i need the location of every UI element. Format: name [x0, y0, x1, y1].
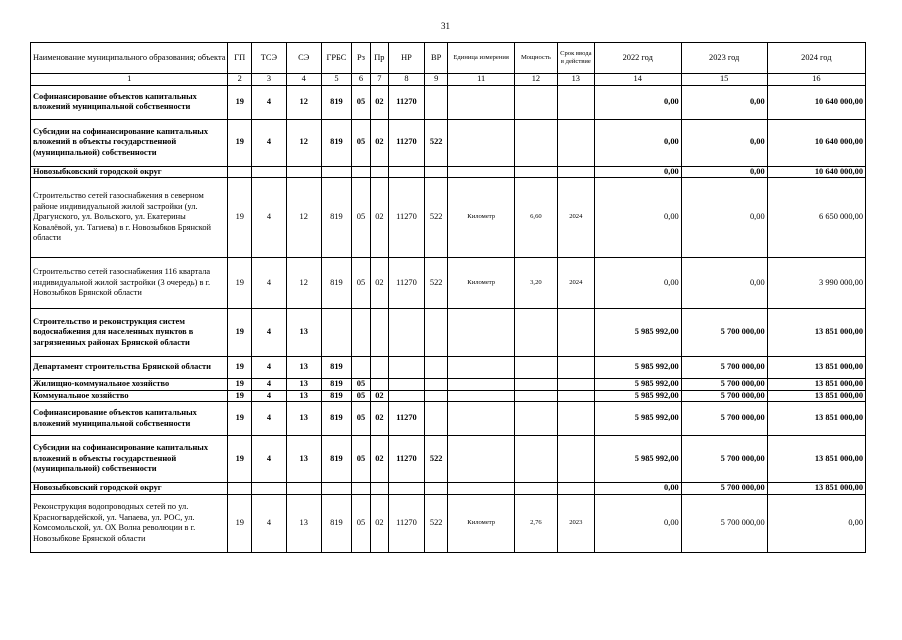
- code-cell: 4: [252, 85, 287, 119]
- column-header: Пр: [370, 43, 388, 74]
- code-cell: 819: [321, 436, 352, 483]
- code-cell: 522: [424, 494, 448, 552]
- code-cell: [389, 483, 425, 495]
- page-number: 31: [441, 21, 450, 31]
- code-cell: [424, 309, 448, 357]
- code-cell: 11270: [389, 402, 425, 436]
- column-header: НР: [389, 43, 425, 74]
- column-number: 11: [448, 74, 515, 86]
- amount-cell: 13 851 000,00: [767, 379, 865, 391]
- column-number: 3: [252, 74, 287, 86]
- code-cell: 4: [252, 379, 287, 391]
- code-cell: [557, 483, 594, 495]
- code-cell: [286, 166, 321, 178]
- column-number: 5: [321, 74, 352, 86]
- column-header: Рз: [352, 43, 370, 74]
- column-number: 8: [389, 74, 425, 86]
- column-header: Срок ввода в действие: [557, 43, 594, 74]
- code-cell: 13: [286, 494, 321, 552]
- code-cell: 4: [252, 402, 287, 436]
- code-cell: [448, 119, 515, 166]
- code-cell: [321, 166, 352, 178]
- code-cell: 819: [321, 178, 352, 258]
- code-cell: 05: [352, 178, 370, 258]
- code-cell: 4: [252, 258, 287, 309]
- amount-cell: 5 700 000,00: [681, 483, 767, 495]
- column-number: 7: [370, 74, 388, 86]
- amount-cell: 5 700 000,00: [681, 436, 767, 483]
- amount-cell: 5 700 000,00: [681, 357, 767, 379]
- column-header: ВР: [424, 43, 448, 74]
- row-name-cell: Департамент строительства Брянской области: [31, 357, 228, 379]
- column-number: 1: [31, 74, 228, 86]
- code-cell: 4: [252, 436, 287, 483]
- code-cell: [424, 402, 448, 436]
- code-cell: 19: [228, 85, 252, 119]
- code-cell: [557, 379, 594, 391]
- code-cell: 819: [321, 85, 352, 119]
- code-cell: [514, 309, 557, 357]
- code-cell: 11270: [389, 85, 425, 119]
- code-cell: 02: [370, 436, 388, 483]
- code-cell: 13: [286, 390, 321, 402]
- table-row: [31, 379, 866, 391]
- amount-cell: 10 640 000,00: [767, 119, 865, 166]
- code-cell: [389, 390, 425, 402]
- column-header: ГП: [228, 43, 252, 74]
- code-cell: [448, 436, 515, 483]
- amount-cell: 0,00: [681, 119, 767, 166]
- code-cell: [514, 483, 557, 495]
- code-cell: [557, 390, 594, 402]
- budget-table: [30, 42, 866, 553]
- code-cell: [557, 166, 594, 178]
- code-cell: 12: [286, 178, 321, 258]
- code-cell: 11270: [389, 119, 425, 166]
- code-cell: [389, 357, 425, 379]
- code-cell: [557, 436, 594, 483]
- code-cell: 4: [252, 494, 287, 552]
- code-cell: [557, 309, 594, 357]
- code-cell: 19: [228, 258, 252, 309]
- code-cell: 2023: [557, 494, 594, 552]
- code-cell: [370, 379, 388, 391]
- code-cell: [448, 166, 515, 178]
- code-cell: 819: [321, 402, 352, 436]
- code-cell: 02: [370, 390, 388, 402]
- row-name-cell: Софинансирование объектов капитальных вложений муниципальной собственности: [31, 402, 228, 436]
- code-cell: 11270: [389, 258, 425, 309]
- amount-cell: 13 851 000,00: [767, 483, 865, 495]
- column-number: 2: [228, 74, 252, 86]
- amount-cell: 5 985 992,00: [594, 357, 681, 379]
- code-cell: 19: [228, 379, 252, 391]
- amount-cell: 5 985 992,00: [594, 390, 681, 402]
- amount-cell: 6 650 000,00: [767, 178, 865, 258]
- amount-cell: 5 985 992,00: [594, 402, 681, 436]
- table-body: [31, 85, 866, 552]
- column-header: Мощность: [514, 43, 557, 74]
- code-cell: [514, 379, 557, 391]
- column-header: 2024 год: [767, 43, 865, 74]
- code-cell: 02: [370, 494, 388, 552]
- amount-cell: 5 985 992,00: [594, 309, 681, 357]
- amount-cell: 0,00: [681, 258, 767, 309]
- code-cell: 02: [370, 258, 388, 309]
- code-cell: [448, 85, 515, 119]
- column-header: ГРБС: [321, 43, 352, 74]
- code-cell: [448, 483, 515, 495]
- code-cell: 19: [228, 390, 252, 402]
- code-cell: 02: [370, 402, 388, 436]
- code-cell: [370, 357, 388, 379]
- table-row: [31, 357, 866, 379]
- code-cell: [424, 390, 448, 402]
- code-cell: 4: [252, 357, 287, 379]
- code-cell: [514, 357, 557, 379]
- column-number: 16: [767, 74, 865, 86]
- code-cell: [448, 309, 515, 357]
- code-cell: 819: [321, 357, 352, 379]
- code-cell: 819: [321, 494, 352, 552]
- code-cell: 19: [228, 309, 252, 357]
- code-cell: 522: [424, 258, 448, 309]
- code-cell: 12: [286, 258, 321, 309]
- amount-cell: 0,00: [594, 166, 681, 178]
- code-cell: [448, 402, 515, 436]
- code-cell: 19: [228, 357, 252, 379]
- amount-cell: 5 700 000,00: [681, 390, 767, 402]
- row-name-cell: Субсидии на софинансирование капитальных вложений в объекты государственной (муниципальной) собственности: [31, 436, 228, 483]
- table-row: [31, 402, 866, 436]
- code-cell: [424, 379, 448, 391]
- code-cell: 819: [321, 119, 352, 166]
- code-cell: Километр: [448, 258, 515, 309]
- code-cell: 522: [424, 436, 448, 483]
- amount-cell: 0,00: [681, 85, 767, 119]
- code-cell: 3,20: [514, 258, 557, 309]
- code-cell: [370, 166, 388, 178]
- amount-cell: 3 990 000,00: [767, 258, 865, 309]
- code-cell: [514, 85, 557, 119]
- amount-cell: 5 700 000,00: [681, 379, 767, 391]
- table-row: [31, 178, 866, 258]
- column-header: Наименование муниципального образования; объекта: [31, 43, 228, 74]
- code-cell: 4: [252, 178, 287, 258]
- table-row: [31, 258, 866, 309]
- code-cell: 819: [321, 379, 352, 391]
- code-cell: [448, 390, 515, 402]
- code-cell: 522: [424, 178, 448, 258]
- code-cell: [389, 166, 425, 178]
- code-cell: [424, 85, 448, 119]
- table-row: [31, 309, 866, 357]
- row-name-cell: Строительство сетей газоснабжения 116 квартала индивидуальной жилой застройки (3 очередь) в г. Новозыбков Брянской области: [31, 258, 228, 309]
- code-cell: [252, 483, 287, 495]
- code-cell: 11270: [389, 494, 425, 552]
- code-cell: 13: [286, 309, 321, 357]
- amount-cell: 10 640 000,00: [767, 166, 865, 178]
- code-cell: [321, 483, 352, 495]
- amount-cell: 0,00: [594, 178, 681, 258]
- amount-cell: 13 851 000,00: [767, 309, 865, 357]
- code-cell: 05: [352, 258, 370, 309]
- column-header: 2023 год: [681, 43, 767, 74]
- code-cell: [448, 357, 515, 379]
- code-cell: [514, 436, 557, 483]
- table-row: [31, 436, 866, 483]
- code-cell: 13: [286, 379, 321, 391]
- amount-cell: 5 700 000,00: [681, 309, 767, 357]
- code-cell: 19: [228, 178, 252, 258]
- code-cell: [370, 309, 388, 357]
- code-cell: [370, 483, 388, 495]
- code-cell: 19: [228, 494, 252, 552]
- code-cell: 19: [228, 119, 252, 166]
- table-row: [31, 483, 866, 495]
- row-name-cell: Новозыбковский городской округ: [31, 483, 228, 495]
- amount-cell: 0,00: [594, 483, 681, 495]
- code-cell: [389, 379, 425, 391]
- code-cell: 02: [370, 119, 388, 166]
- table-row: [31, 166, 866, 178]
- code-cell: 05: [352, 402, 370, 436]
- table-row: [31, 85, 866, 119]
- code-cell: 05: [352, 436, 370, 483]
- code-cell: 4: [252, 390, 287, 402]
- row-name-cell: Софинансирование объектов капитальных вложений муниципальной собственности: [31, 85, 228, 119]
- code-cell: 4: [252, 309, 287, 357]
- amount-cell: 5 985 992,00: [594, 436, 681, 483]
- code-cell: 2,76: [514, 494, 557, 552]
- table-row: [31, 119, 866, 166]
- amount-cell: 13 851 000,00: [767, 402, 865, 436]
- code-cell: 819: [321, 390, 352, 402]
- code-cell: [286, 483, 321, 495]
- amount-cell: 5 700 000,00: [681, 494, 767, 552]
- code-cell: [252, 166, 287, 178]
- amount-cell: 0,00: [594, 258, 681, 309]
- code-cell: 19: [228, 436, 252, 483]
- column-number: 13: [557, 74, 594, 86]
- code-cell: 2024: [557, 178, 594, 258]
- row-name-cell: Субсидии на софинансирование капитальных вложений в объекты государственной (муниципальной) собственности: [31, 119, 228, 166]
- code-cell: [557, 357, 594, 379]
- code-cell: 13: [286, 436, 321, 483]
- header-row: [31, 43, 866, 74]
- row-name-cell: Жилищно-коммунальное хозяйство: [31, 379, 228, 391]
- code-cell: Километр: [448, 178, 515, 258]
- code-cell: [352, 357, 370, 379]
- amount-cell: 5 985 992,00: [594, 379, 681, 391]
- code-cell: 05: [352, 494, 370, 552]
- code-cell: 12: [286, 119, 321, 166]
- code-cell: [448, 379, 515, 391]
- code-cell: 05: [352, 119, 370, 166]
- code-cell: 05: [352, 85, 370, 119]
- amount-cell: 0,00: [594, 119, 681, 166]
- code-cell: 11270: [389, 436, 425, 483]
- code-cell: [424, 166, 448, 178]
- code-cell: [228, 166, 252, 178]
- code-cell: 4: [252, 119, 287, 166]
- code-cell: 05: [352, 379, 370, 391]
- row-name-cell: Строительство и реконструкция систем водоснабжения для населенных пунктов в загрязненных районах Брянской области: [31, 309, 228, 357]
- column-number: 6: [352, 74, 370, 86]
- code-cell: 819: [321, 258, 352, 309]
- column-number: 14: [594, 74, 681, 86]
- code-cell: 12: [286, 85, 321, 119]
- column-header: СЭ: [286, 43, 321, 74]
- code-cell: 2024: [557, 258, 594, 309]
- code-cell: [514, 166, 557, 178]
- code-cell: [352, 309, 370, 357]
- code-cell: 522: [424, 119, 448, 166]
- code-cell: [321, 309, 352, 357]
- code-cell: [352, 483, 370, 495]
- code-cell: 02: [370, 178, 388, 258]
- code-cell: [228, 483, 252, 495]
- column-number-row: [31, 74, 866, 86]
- code-cell: [557, 85, 594, 119]
- code-cell: 19: [228, 402, 252, 436]
- code-cell: 11270: [389, 178, 425, 258]
- amount-cell: 0,00: [767, 494, 865, 552]
- code-cell: [557, 402, 594, 436]
- amount-cell: 0,00: [594, 85, 681, 119]
- amount-cell: 13 851 000,00: [767, 390, 865, 402]
- code-cell: [514, 402, 557, 436]
- amount-cell: 5 700 000,00: [681, 402, 767, 436]
- column-number: 12: [514, 74, 557, 86]
- table-row: [31, 390, 866, 402]
- row-name-cell: Коммунальное хозяйство: [31, 390, 228, 402]
- code-cell: 13: [286, 402, 321, 436]
- amount-cell: 0,00: [681, 178, 767, 258]
- column-number: 9: [424, 74, 448, 86]
- row-name-cell: Строительство сетей газоснабжения в северном районе индивидуальной жилой застройки (ул. Драгунского, ул. Вольского, ул. Екатерины Ковалёвой, ул. Тагиева) в г. Новозыбков Брянской области: [31, 178, 228, 258]
- code-cell: [557, 119, 594, 166]
- table-row: [31, 494, 866, 552]
- column-header: Единица измерения: [448, 43, 515, 74]
- amount-cell: 0,00: [594, 494, 681, 552]
- row-name-cell: Новозыбковский городской округ: [31, 166, 228, 178]
- code-cell: [514, 119, 557, 166]
- code-cell: 13: [286, 357, 321, 379]
- amount-cell: 13 851 000,00: [767, 436, 865, 483]
- code-cell: 6,60: [514, 178, 557, 258]
- amount-cell: 13 851 000,00: [767, 357, 865, 379]
- amount-cell: 10 640 000,00: [767, 85, 865, 119]
- column-header: ТСЭ: [252, 43, 287, 74]
- column-number: 15: [681, 74, 767, 86]
- code-cell: 05: [352, 390, 370, 402]
- code-cell: [514, 390, 557, 402]
- code-cell: Километр: [448, 494, 515, 552]
- amount-cell: 0,00: [681, 166, 767, 178]
- code-cell: [389, 309, 425, 357]
- code-cell: [424, 483, 448, 495]
- column-header: 2022 год: [594, 43, 681, 74]
- code-cell: 02: [370, 85, 388, 119]
- column-number: 4: [286, 74, 321, 86]
- code-cell: [352, 166, 370, 178]
- code-cell: [424, 357, 448, 379]
- row-name-cell: Реконструкция водопроводных сетей по ул. Красногвардейской, ул. Чапаева, ул. РОС, ул. Комсомольской, ул. ОХ Волна революции в г. Новозыбкове Брянской области: [31, 494, 228, 552]
